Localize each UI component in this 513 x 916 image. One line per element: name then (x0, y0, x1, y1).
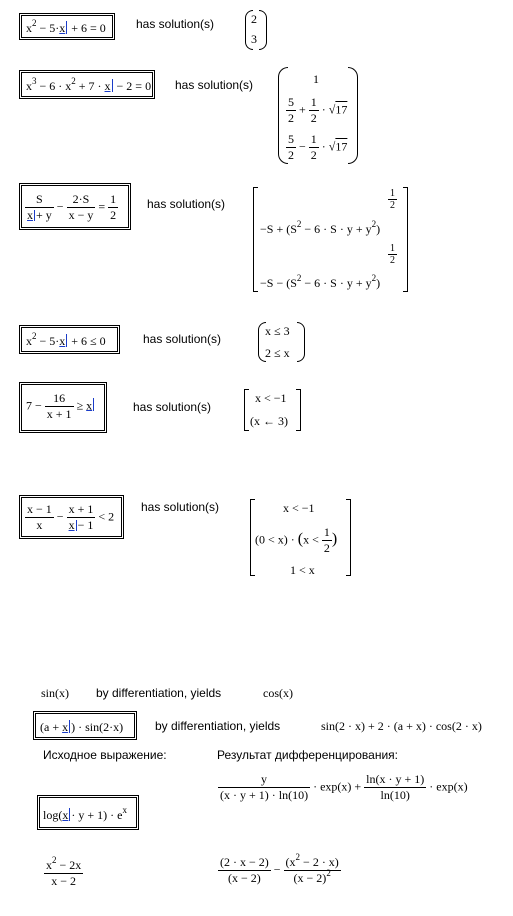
solution-3-value-1: $-S + (S^2 - 6 \cdot S \cdot y + y^2)$ (260, 219, 381, 236)
solution-3-left-bracket (253, 187, 258, 292)
equation-3-region[interactable] (19, 183, 131, 230)
solution-2-value-1: 1 (313, 72, 319, 86)
has-solutions-label-4: has solution(s) (143, 332, 222, 346)
by-diff-label-2: by differentiation, yields (155, 719, 281, 733)
inequality-1-region[interactable] (19, 325, 120, 354)
solution-6-value-3: 1 < x (290, 563, 315, 577)
solution-6-right-bracket (346, 499, 351, 576)
solution-2-right-paren (348, 67, 358, 164)
diff-3-expression-region[interactable] (37, 795, 139, 830)
solution-6-value-1: x < −1 (283, 501, 315, 515)
diff-4-result: $\frac{(2 \cdot x - 2)}{(x - 2)}$ − $\frac{(x^2 - 2 \cdot x)}{(x - 2)^2}$ (220, 852, 339, 885)
diff-2-result: sin(2 · x) + 2 · (a + x) · cos(2 · x) (321, 719, 482, 733)
has-solutions-label-3: has solution(s) (147, 197, 226, 211)
diff-3-result: $\frac{y}{(x \cdot y + 1) \cdot \ln(10)}$ · exp(x) + $\frac{\ln(x \cdot y + 1)}{\ln(10)}$ · exp(x) (220, 772, 468, 802)
solution-4-right-paren (297, 322, 305, 362)
solution-1-value-a: 2 (251, 12, 257, 26)
solution-3-right-bracket (403, 187, 408, 292)
inequality-2-text: 7 − $\frac{16}{x + 1}$ ≥ x (26, 391, 93, 421)
solution-6-value-2: (0 < x) · (x < $\frac{1}{2}$ ) (255, 525, 338, 555)
diff-result-header: Результат дифференцирования: (217, 748, 399, 762)
solution-5-left-bracket (244, 389, 249, 431)
has-solutions-label-5: has solution(s) (133, 400, 212, 414)
solution-5-value-2: (x ← 3) (250, 414, 288, 428)
equation-2-text: $x^3 - 6 \cdot x^2 + 7 \cdot x - 2 = 0$ (26, 76, 152, 93)
equation-2-region[interactable] (19, 70, 155, 99)
solution-1-value-b: 3 (251, 32, 257, 46)
inequality-1-text: $x^2 - 5\cdot x + 6 \le 0$ (26, 331, 106, 348)
solution-4-value-2: 2 ≤ x (265, 346, 290, 360)
inequality-3-region[interactable] (19, 495, 124, 539)
solution-5-right-bracket (296, 389, 301, 431)
inequality-3-text: $\frac{x - 1}{x}$ − $\frac{x + 1}{x - 1}$ < 2 (27, 502, 115, 532)
diff-3-expression: $\log(x \cdot y + 1) \cdot e^x$ (43, 805, 127, 822)
solution-3-exponent-2: $\frac{1}{2}$ (390, 243, 395, 266)
equation-1-region[interactable] (19, 13, 115, 40)
has-solutions-label-6: has solution(s) (141, 500, 220, 514)
solution-3-value-2: $-S - (S^2 - 6 \cdot S \cdot y + y^2)$ (260, 273, 381, 290)
diff-1-result: cos(x) (263, 686, 293, 700)
diff-1-expression[interactable]: sin(x) (41, 686, 69, 700)
inequality-2-region[interactable] (19, 382, 107, 433)
solution-2-value-3: $\frac{5}{2}$ − $\frac{1}{2}$ · √17 (288, 132, 348, 162)
solution-2-value-2: $\frac{5}{2}$ + $\frac{1}{2}$ · √17 (288, 95, 348, 125)
diff-2-expression: (a + x ) · sin(2·x) (40, 720, 124, 734)
has-solutions-label-2: has solution(s) (175, 78, 254, 92)
solution-1-right-paren (259, 10, 267, 50)
equation-3-text: $\frac{S}{x + y}$ − $\frac{2\cdot S}{x - y}$ = $\frac{1}{2}$ (27, 192, 117, 222)
diff-2-expression-region[interactable] (33, 711, 137, 740)
has-solutions-label-1: has solution(s) (136, 17, 215, 31)
diff-4-expression[interactable]: $\frac{x^2 - 2x}{x - 2}$ (46, 855, 82, 888)
equation-1-text: $x^2 - 5\cdot x + 6 = 0$ (26, 18, 106, 35)
solution-3-exponent-1: $\frac{1}{2}$ (390, 188, 395, 211)
source-expression-header: Исходное выражение: (43, 748, 167, 762)
solution-5-value-1: x < −1 (255, 391, 287, 405)
by-diff-label-1: by differentiation, yields (96, 686, 222, 700)
solution-4-value-1: x ≤ 3 (265, 324, 290, 338)
